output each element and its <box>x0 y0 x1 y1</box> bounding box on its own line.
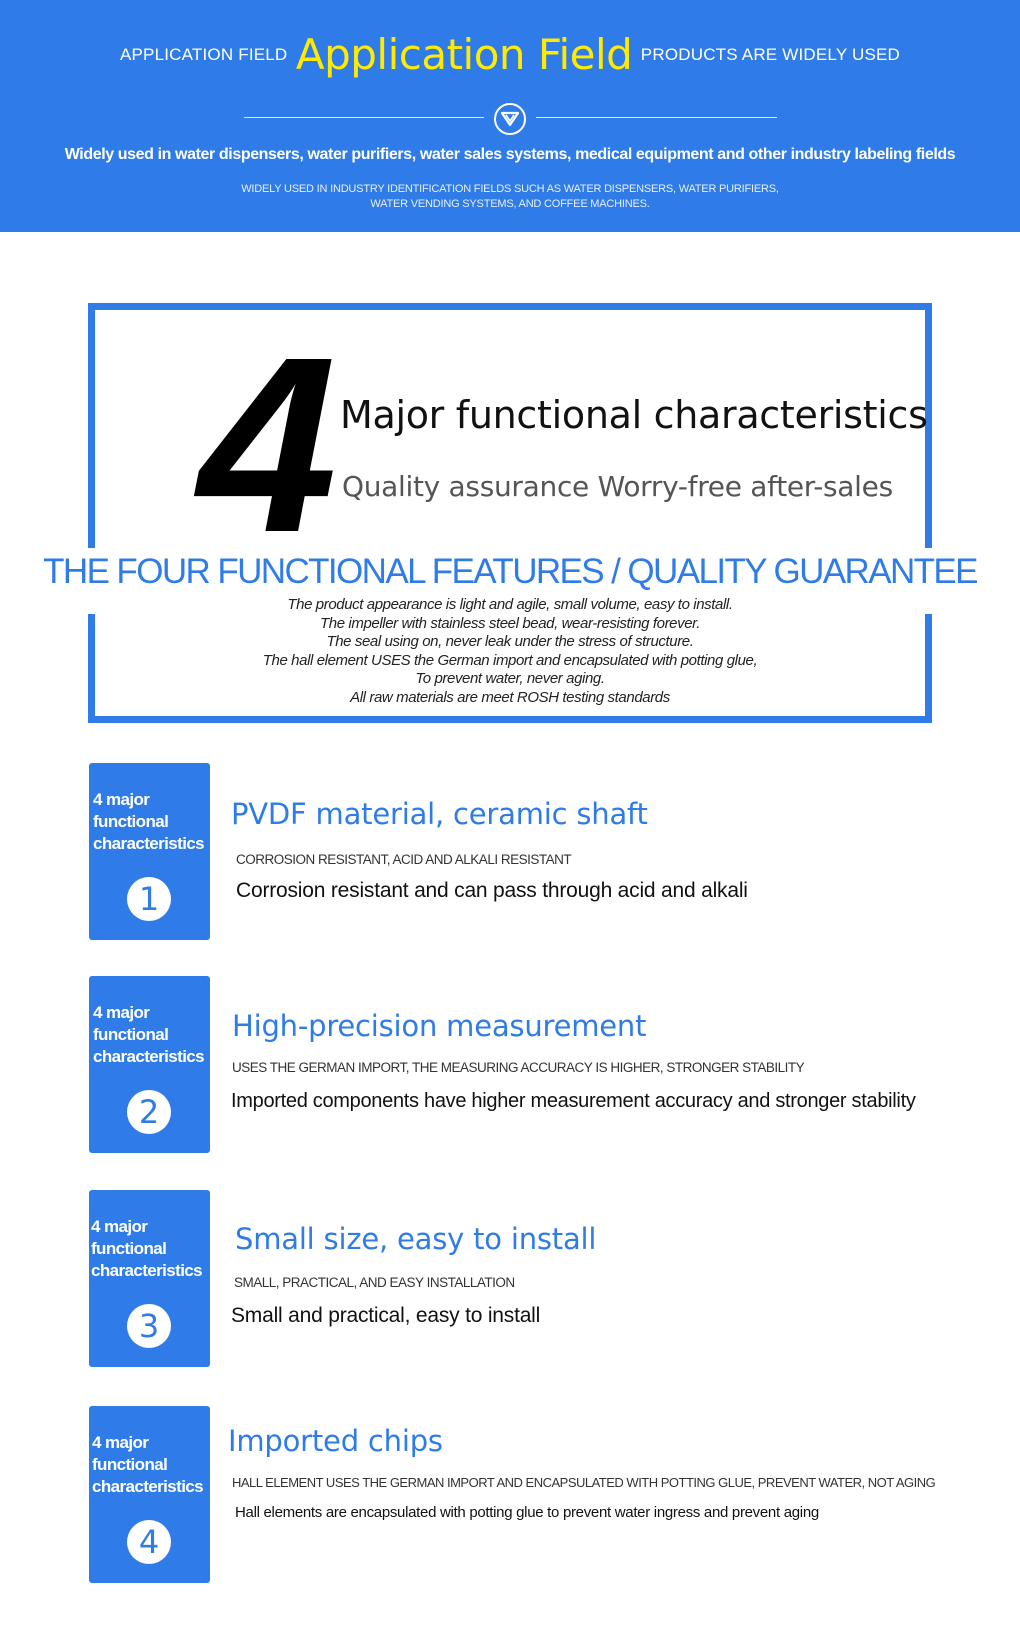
feature-title: Small size, easy to install <box>235 1222 597 1256</box>
badge-label-line: characteristics <box>91 1261 203 1280</box>
features-description-line: The impeller with stainless steel bead, wear-resisting forever. <box>320 614 700 632</box>
banner-subcaption-line: WATER VENDING SYSTEMS, AND COFFEE MACHINES. <box>370 198 650 210</box>
badge-label-line: functional <box>93 812 169 831</box>
feature-title: Imported chips <box>228 1424 443 1458</box>
badge-number: 1 <box>127 877 171 921</box>
big-number-four: 4 <box>198 305 330 584</box>
feature-item-2 <box>0 976 1020 1156</box>
badge-label <box>93 1002 204 1068</box>
banner-subcaption <box>0 182 1020 212</box>
features-description <box>0 596 1020 707</box>
badge-label <box>92 1432 203 1498</box>
banner-divider-right <box>536 117 777 118</box>
feature-title: High-precision measurement <box>232 1009 647 1043</box>
features-description-line: The product appearance is light and agile, small volume, easy to install. <box>287 596 733 613</box>
features-description-line: The seal using on, never leak under the stress of structure. <box>326 633 694 650</box>
badge-label-line: characteristics <box>92 1477 204 1496</box>
feature-item-4 <box>0 1406 1020 1586</box>
feature-body: Corrosion resistant and can pass through acid and alkali <box>236 879 748 902</box>
features-title: Major functional characteristics <box>340 393 928 437</box>
feature-caption: SMALL, PRACTICAL, AND EASY INSTALLATION <box>234 1275 515 1290</box>
banner-right-caption: PRODUCTS ARE WIDELY USED <box>640 44 901 64</box>
badge-label-line: characteristics <box>93 834 205 853</box>
badge-number: 3 <box>127 1304 171 1348</box>
badge-label-line: functional <box>91 1239 167 1258</box>
feature-title: PVDF material, ceramic shaft <box>231 797 648 831</box>
feature-body: Hall elements are encapsulated with potting glue to prevent water ingress and prevent aging <box>235 1504 819 1521</box>
banner-subcaption-line: WIDELY USED IN INDUSTRY IDENTIFICATION FIELDS SUCH AS WATER DISPENSERS, WATER PURIFIERS, <box>241 183 779 195</box>
feature-item-1 <box>0 763 1020 943</box>
features-heading: THE FOUR FUNCTIONAL FEATURES / QUALITY GUARANTEE <box>43 552 977 591</box>
feature-badge <box>89 1406 210 1583</box>
badge-label-line: characteristics <box>93 1047 205 1066</box>
badge-label-line: 4 major <box>93 790 150 809</box>
feature-body: Small and practical, easy to install <box>231 1304 541 1327</box>
badge-label-line: 4 major <box>92 1433 149 1452</box>
banner-description: Widely used in water dispensers, water purifiers, water sales systems, medical equipment and other industry labeling fields <box>64 146 956 163</box>
feature-item-3 <box>0 1190 1020 1370</box>
features-description-line: All raw materials are meet ROSH testing standards <box>350 688 670 706</box>
feature-badge <box>89 763 210 940</box>
banner-left-caption: APPLICATION FIELD <box>119 44 288 64</box>
badge-label <box>91 1216 202 1282</box>
badge-label <box>93 789 204 855</box>
features-description-line: To prevent water, never aging. <box>415 670 605 687</box>
banner-title-row <box>0 30 1020 79</box>
banner-divider-left <box>244 117 484 118</box>
badge-label-line: functional <box>92 1455 168 1474</box>
feature-body: Imported components have higher measurement accuracy and stronger stability <box>231 1090 916 1112</box>
chevron-down-icon <box>494 103 526 135</box>
badge-label-line: functional <box>93 1025 169 1044</box>
feature-badge <box>89 1190 210 1367</box>
badge-number: 2 <box>127 1090 171 1134</box>
feature-caption: HALL ELEMENT USES THE GERMAN IMPORT AND ENCAPSULATED WITH POTTING GLUE, PREVENT WATER, NOT AGING <box>232 1475 936 1490</box>
feature-caption: CORROSION RESISTANT, ACID AND ALKALI RESISTANT <box>236 852 572 867</box>
features-description-line: The hall element USES the German import and encapsulated with potting glue, <box>262 651 758 669</box>
badge-label-line: 4 major <box>91 1217 148 1236</box>
badge-number: 4 <box>127 1520 171 1564</box>
feature-caption: USES THE GERMAN IMPORT, THE MEASURING ACCURACY IS HIGHER, STRONGER STABILITY <box>232 1060 805 1075</box>
features-subtitle: Quality assurance Worry-free after-sales <box>342 470 893 503</box>
banner-title: Application Field <box>295 30 633 79</box>
feature-badge <box>89 976 210 1153</box>
badge-label-line: 4 major <box>93 1003 150 1022</box>
application-field-banner <box>0 0 1020 232</box>
